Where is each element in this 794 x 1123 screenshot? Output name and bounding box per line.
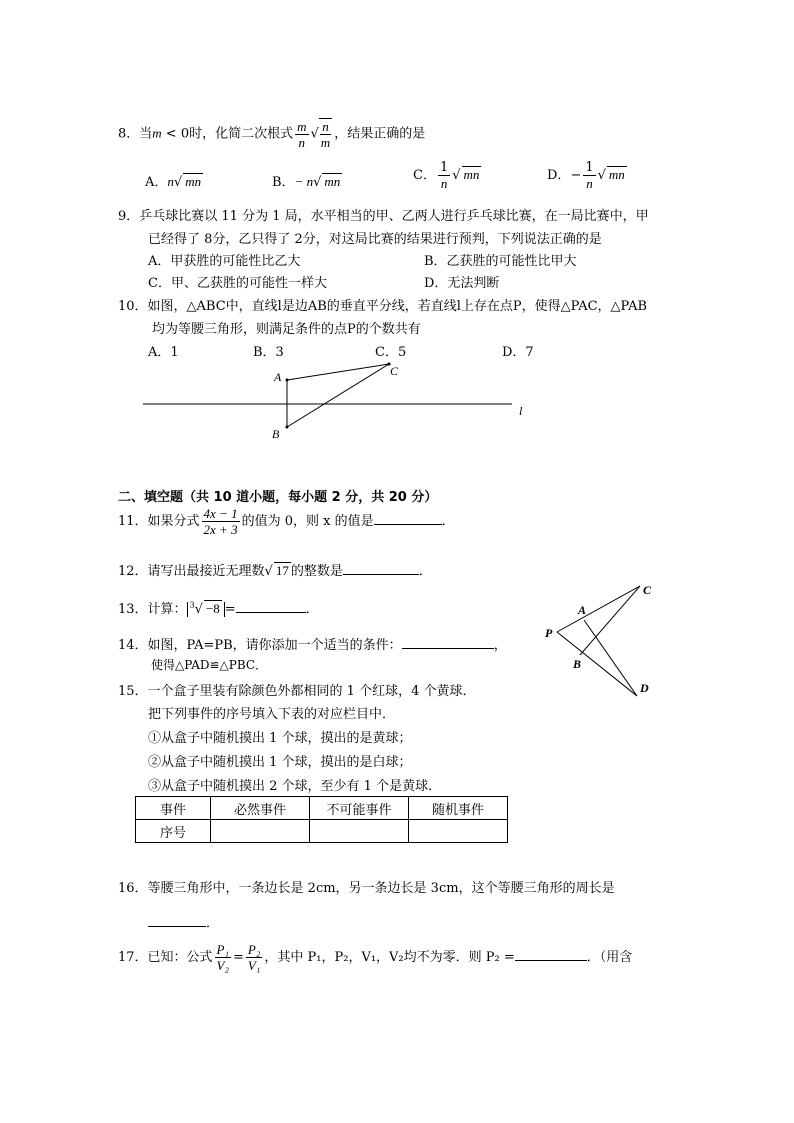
q12-rad: 17	[275, 563, 289, 578]
table-header: 事件	[136, 797, 211, 820]
section-2-title: 二、填空题（共 10 道小题，每小题 2 分，共 20 分）	[118, 490, 438, 505]
q17-middle: ，其中 P₁，P₂，V₁，V₂均不为零．则 P₂ =	[264, 950, 515, 965]
q11-middle: 的值为 0，则 x 的值是	[241, 514, 374, 529]
q11-end: ．	[441, 514, 455, 529]
answer-cell-impossible[interactable]	[310, 820, 409, 843]
radical-sign-icon: √	[452, 168, 461, 183]
q8-cond-var: m	[152, 125, 162, 141]
q8-option-d-label: D．	[547, 168, 571, 183]
table-header-row	[136, 797, 508, 820]
label-a: A	[274, 370, 282, 384]
q8-option-c-rad: mn	[463, 167, 480, 182]
radical-sign-icon: √	[194, 602, 203, 617]
q12-end: ．	[418, 564, 432, 579]
q8-frac-num: m	[297, 118, 307, 134]
q8-option-a-expr: n	[167, 174, 174, 189]
label-d: D	[640, 681, 649, 695]
q17-prefix: 17．已知：公式	[118, 950, 213, 965]
radical-sign-icon: √	[597, 168, 606, 183]
q15-item1: ①从盒子中随机摸出 1 个球，摸出的是黄球；	[148, 731, 412, 746]
q15-item3: ③从盒子中随机摸出 2 个球，至少有 1 个是黄球．	[148, 779, 442, 794]
q13-index: 3	[189, 600, 195, 610]
table-header: 不可能事件	[310, 797, 409, 820]
q8-option-c-label: C．	[413, 168, 436, 183]
q14-line2: 使得△PAD≌△PBC．	[151, 658, 268, 672]
q10-line1: 10．如图，△ABC中，直线l是边AB的垂直平分线，若直线l上存在点P，使得△PAC，△PAB	[118, 299, 648, 314]
q10-line2: 均为等腰三角形，则满足条件的点P的个数共有	[152, 322, 421, 337]
q16-line2	[148, 912, 219, 931]
q15-event-table	[135, 796, 508, 843]
table-row	[136, 820, 508, 843]
q8-cond-rest: < 0时，化简二次根式	[161, 126, 294, 142]
q14-end: ，	[493, 638, 507, 653]
q16-answer-blank[interactable]	[148, 926, 206, 927]
table-header: 必然事件	[211, 797, 310, 820]
q15-line1: 15．一个盒子里装有除颜色外都相同的 1 个红球，4 个黄球．	[118, 684, 476, 699]
q9-option-c: C．甲、乙获胜的可能性一样大	[148, 276, 327, 291]
q17-answer-blank[interactable]	[515, 960, 587, 961]
q8-suffix: ，结果正确的是	[334, 126, 426, 142]
q15-item2: ②从盒子中随机摸出 1 个球，摸出的是白球；	[148, 755, 412, 770]
q13-prefix: 13．计算：	[118, 602, 187, 617]
q8-option-a-rad: mn	[185, 174, 202, 189]
q8-option-c-den: n	[440, 176, 448, 191]
q8-option-a-label: A．	[145, 175, 168, 190]
q12-suffix: 的整数是	[290, 564, 343, 579]
q14-line1-text: 14．如图，PA=PB，请你添加一个适当的条件：	[118, 638, 402, 653]
q11-den: 2x + 3	[203, 522, 238, 537]
q12-prefix: 12．请写出最接近无理数	[118, 564, 265, 579]
q17-l-den: V₂	[216, 958, 230, 973]
label-p: P	[545, 626, 553, 640]
radical-sign-icon: √	[173, 175, 183, 190]
q8-rad-den: m	[320, 135, 331, 150]
radical-sign-icon: √	[310, 126, 319, 142]
q9-line1: 9．乒乓球比赛以 11 分为 1 局，水平相当的甲、乙两人进行乒乓球比赛，在一局比赛中，甲	[118, 209, 649, 224]
q8-prefix: 8．当	[118, 126, 153, 142]
q9-option-a: A．甲获胜的可能性比乙大	[148, 254, 301, 269]
q8-frac-den: n	[298, 134, 306, 150]
q8-option-b-rad: mn	[324, 174, 341, 189]
answer-cell-random[interactable]	[409, 820, 508, 843]
q17-end: ．（用含	[586, 950, 633, 965]
q9-option-d: D．无法判断	[424, 276, 500, 291]
q17-l-num: P₁	[216, 942, 230, 957]
q8-rad-num: n	[322, 119, 329, 134]
q8-option-d-rad: mn	[608, 167, 625, 182]
q17	[118, 942, 632, 973]
table-row-label: 序号	[136, 820, 211, 843]
q13-rad: −8	[205, 601, 220, 616]
q8-option-d-sign: −	[570, 168, 582, 183]
table-header: 随机事件	[409, 797, 508, 820]
q13-eq: =	[224, 602, 236, 617]
segment-pd	[557, 632, 637, 696]
answer-cell-certain[interactable]	[211, 820, 310, 843]
segment-ad	[584, 620, 637, 696]
q17-right-fraction	[246, 942, 262, 973]
q8-option-c-num: 1	[439, 160, 449, 175]
q17-r-den: V₁	[247, 958, 261, 973]
q15-line2: 把下列事件的序号填入下表的对应栏目中．	[148, 707, 396, 722]
q11-num: 4x − 1	[203, 506, 238, 521]
q8-option-b-label: B．	[272, 175, 295, 190]
q16-line1: 16．等腰三角形中，一条边长是 2cm，另一条边长是 3cm，这个等腰三角形的周长是	[118, 881, 615, 896]
q10-option-a: A．1	[148, 345, 179, 360]
q8-option-d-num: 1	[585, 160, 594, 175]
q17-r-num: P₂	[247, 942, 261, 957]
label-l: l	[519, 404, 523, 418]
label-a: A	[578, 603, 587, 617]
q10-option-b: B．3	[253, 345, 284, 360]
q16-end: ．	[206, 916, 220, 931]
q10-option-c: C．5	[375, 345, 407, 360]
label-b: B	[573, 657, 582, 671]
q8-option-b-expr: − n	[294, 174, 314, 189]
q13-end: ．	[305, 602, 319, 617]
q9-option-b: B．乙获胜的可能性比甲大	[424, 254, 577, 269]
q17-eq: =	[233, 950, 244, 965]
q17-left-fraction	[215, 942, 231, 973]
label-c: C	[643, 583, 652, 597]
q10-option-d: D．7	[502, 345, 534, 360]
label-c: C	[390, 364, 399, 378]
q11-prefix: 11．如果分式	[118, 514, 200, 529]
radical-sign-icon: √	[313, 175, 322, 190]
q9-line2: 已经得了 8分，乙只得了 2分，对这局比赛的结果进行预判，下列说法正确的是	[148, 232, 602, 247]
segment-pc	[557, 586, 640, 632]
q8-option-d-den: n	[586, 176, 593, 191]
segment-bc	[580, 586, 640, 655]
label-b: B	[272, 427, 280, 441]
radical-sign-icon: √	[264, 564, 273, 579]
